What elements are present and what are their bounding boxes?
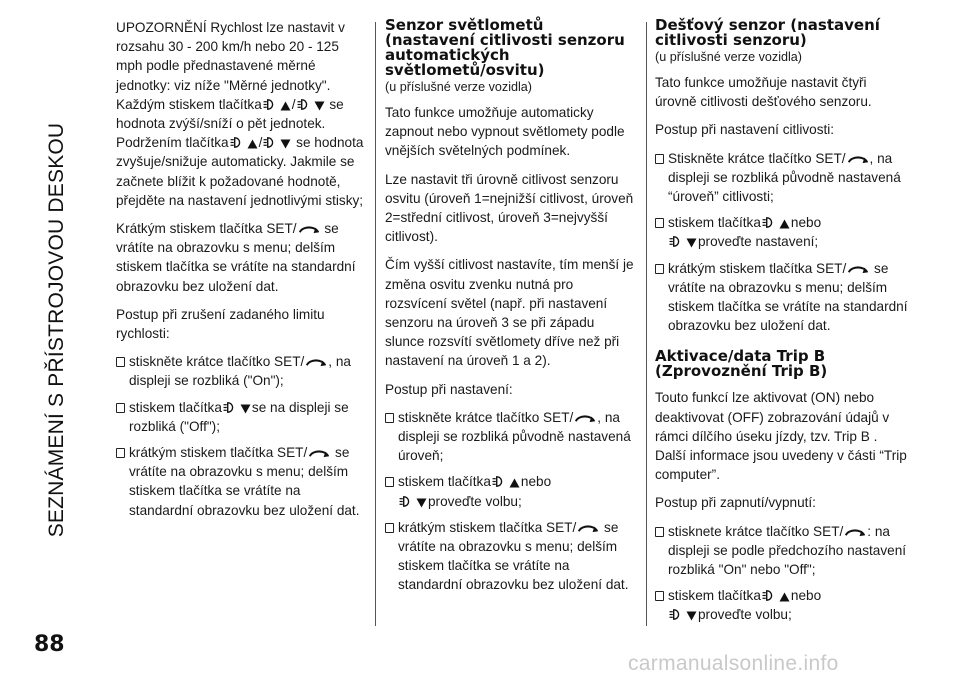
sidebar-tab	[0, 0, 68, 625]
text: nebo	[790, 588, 822, 604]
text: se vrátíte na obrazovku s menu; delším stiskem tlačítka se vrátíte na standardní obrazovku bez uložení dat.	[668, 260, 908, 334]
checkbox-bullet-icon	[385, 477, 394, 487]
watermark: carmanualsonline.info	[628, 652, 839, 675]
set-button-icon	[577, 523, 599, 534]
paragraph: Postup při zrušení zadaného limitu rychlosti:	[116, 306, 325, 342]
text: Krátkým stiskem tlačítka SET/	[116, 221, 297, 237]
set-button-icon	[844, 527, 866, 538]
headlight-icon	[399, 495, 414, 508]
checkbox-bullet-icon	[116, 357, 125, 367]
checkbox-bullet-icon	[655, 591, 664, 601]
paragraph: Touto funkcí lze aktivovat (ON) nebo deaktivovat (OFF) zobrazování údajů v rámci dílčího úseku jízdy, tzv. Trip B . Další informace jsou uvedeny v části “Trip computer”.	[655, 390, 907, 483]
text: krátkým stiskem tlačítka SET/	[398, 519, 577, 535]
set-button-icon	[847, 154, 869, 165]
headlight-icon	[263, 98, 278, 111]
paragraph	[116, 18, 368, 210]
set-button-icon	[308, 448, 330, 459]
text: proveďte volbu;	[698, 607, 792, 623]
text: proveďte nastavení;	[698, 234, 819, 250]
set-button-icon	[305, 357, 327, 368]
headlight-icon	[263, 136, 278, 149]
section-title-vertical: SEZNÁMENÍ S PŘÍSTROJOVOU DESKOU	[45, 122, 68, 538]
paragraph	[116, 219, 368, 296]
headlight-icon	[297, 98, 312, 111]
list-item	[655, 149, 910, 207]
list-item	[385, 472, 637, 510]
down-triangle-icon	[686, 611, 697, 621]
column-divider	[646, 22, 647, 626]
text: krátkým stiskem tlačítka SET/	[668, 260, 847, 276]
text: /	[291, 96, 296, 112]
text: stiskněte krátce tlačítko SET/	[129, 354, 305, 370]
up-triangle-icon	[247, 139, 258, 149]
checkbox-bullet-icon	[655, 154, 664, 164]
down-triangle-icon	[240, 404, 251, 414]
section-heading: Senzor světlometů (nastavení citlivosti senzoru automatických světlometů/osvitu)	[385, 16, 625, 79]
list-item	[385, 408, 637, 466]
down-triangle-icon	[280, 139, 291, 149]
checkbox-bullet-icon	[116, 403, 125, 413]
text: : na displeji se podle předchozího nastavení rozbliká "On" nebo "Off";	[668, 523, 907, 578]
text: nebo	[790, 215, 822, 231]
paragraph: Tato funkce umožňuje automaticky zapnout nebo vypnout světlomety podle vnějších světelných podmínek.	[385, 105, 625, 159]
set-button-icon	[847, 264, 869, 275]
text: stiskem tlačítka	[668, 588, 761, 604]
text: , na displeji se rozbliká původně nastavená úroveň;	[398, 409, 631, 464]
list-item	[116, 443, 368, 520]
column-2	[385, 18, 637, 602]
list-item	[116, 398, 368, 436]
text: Stiskněte krátce tlačítko SET/	[668, 150, 846, 166]
text: , na displeji se rozbliká ("On");	[129, 354, 351, 389]
text: UPOZORNĚNÍ Rychlost lze nastavit v rozsahu 30 - 200 km/h nebo 20 - 125 mph podle přednastavené měrné jednotky: viz níže "Měrné jednotky". Každým stiskem tlačítka	[116, 20, 345, 112]
text: se vrátíte na obrazovku s menu; delším stiskem tlačítka se vrátíte na standardní obrazovku bez uložení dat.	[398, 519, 629, 593]
checkbox-bullet-icon	[655, 527, 664, 537]
set-button-icon	[574, 413, 596, 424]
checkbox-bullet-icon	[655, 264, 664, 274]
section-subtitle: (u příslušné verze vozidla)	[655, 50, 802, 64]
text: se vrátíte na obrazovku s menu; delším stiskem tlačítka se vrátíte na standardní obrazovku bez uložení dat.	[116, 221, 356, 294]
text: stisknete krátce tlačítko SET/	[668, 523, 844, 539]
headlight-icon	[762, 589, 777, 602]
list-item	[655, 259, 910, 336]
column-1	[116, 18, 368, 527]
headlight-icon	[669, 235, 684, 248]
list-item	[655, 586, 910, 624]
text: stiskem tlačítka	[129, 399, 222, 415]
text: stiskněte krátce tlačítko SET/	[398, 409, 574, 425]
paragraph: Postup při zapnutí/vypnutí:	[655, 495, 816, 511]
up-triangle-icon	[779, 592, 790, 602]
paragraph: Tato funkce umožňuje nastavit čtyři úrovně citlivosti dešťového senzoru.	[655, 75, 872, 110]
up-triangle-icon	[779, 219, 790, 229]
text: krátkým stiskem tlačítka SET/	[129, 445, 308, 461]
down-triangle-icon	[314, 101, 325, 111]
paragraph: Postup při nastavení citlivosti:	[655, 122, 835, 138]
headlight-icon	[492, 475, 507, 488]
down-triangle-icon	[686, 238, 697, 248]
text: , na displeji se rozbliká původně nastavená “úroveň” citlivosti;	[668, 150, 901, 205]
list-item	[116, 352, 368, 390]
section-heading: Dešťový senzor (nastavení citlivosti senzoru)	[655, 16, 880, 49]
up-triangle-icon	[280, 101, 291, 111]
headlight-icon	[762, 216, 777, 229]
text: nebo	[520, 474, 552, 490]
headlight-icon	[223, 401, 238, 414]
text: proveďte volbu;	[428, 493, 522, 509]
column-3	[655, 18, 910, 632]
headlight-icon	[669, 608, 684, 621]
column-divider	[375, 22, 376, 626]
list-item	[655, 522, 910, 580]
list-item	[385, 518, 637, 595]
text: /	[258, 135, 263, 151]
list-item	[655, 213, 910, 251]
headlight-icon	[230, 136, 245, 149]
text: se na displeji se rozbliká ("Off");	[129, 399, 349, 434]
checkbox-bullet-icon	[385, 413, 394, 423]
section-subtitle: (u příslušné verze vozidla)	[385, 80, 532, 94]
paragraph: Lze nastavit tři úrovně citlivost senzoru osvitu (úroveň 1=nejnižší citlivost, úroveň 2=střední citlivost, úroveň 3=nejvyšší citlivost).	[385, 171, 634, 245]
text: stiskem tlačítka	[398, 474, 491, 490]
text: se hodnota zvyšuje/snižuje automaticky. Jakmile se začnete blížit k požadované hodnotě, přejděte na nastavení jednotlivými stisky;	[116, 135, 364, 208]
text: stiskem tlačítka	[668, 215, 761, 231]
down-triangle-icon	[416, 498, 427, 508]
checkbox-bullet-icon	[116, 448, 125, 458]
paragraph: Čím vyšší citlivost nastavíte, tím menší je změna osvitu zvenku nutná pro rozsvícení světel (např. při nastavení senzoru na úroveň 3 se při západu slunce rozsvítí světlomety dříve než při nastavení na úroveň 1 a 2).	[385, 257, 634, 369]
paragraph: Postup při nastavení:	[385, 381, 513, 397]
checkbox-bullet-icon	[385, 523, 394, 533]
text: se hodnota zvýší/sníží o pět jednotek. Podržením tlačítka	[116, 96, 344, 151]
up-triangle-icon	[509, 478, 520, 488]
section-heading: Aktivace/data Trip B (Zprovoznění Trip B)	[655, 347, 828, 381]
text: se vrátíte na obrazovku s menu; delším stiskem tlačítka se vrátíte na standardní obrazovku bez uložení dat.	[129, 445, 360, 518]
checkbox-bullet-icon	[655, 218, 664, 228]
set-button-icon	[298, 224, 320, 235]
page-number: 88	[34, 632, 65, 657]
